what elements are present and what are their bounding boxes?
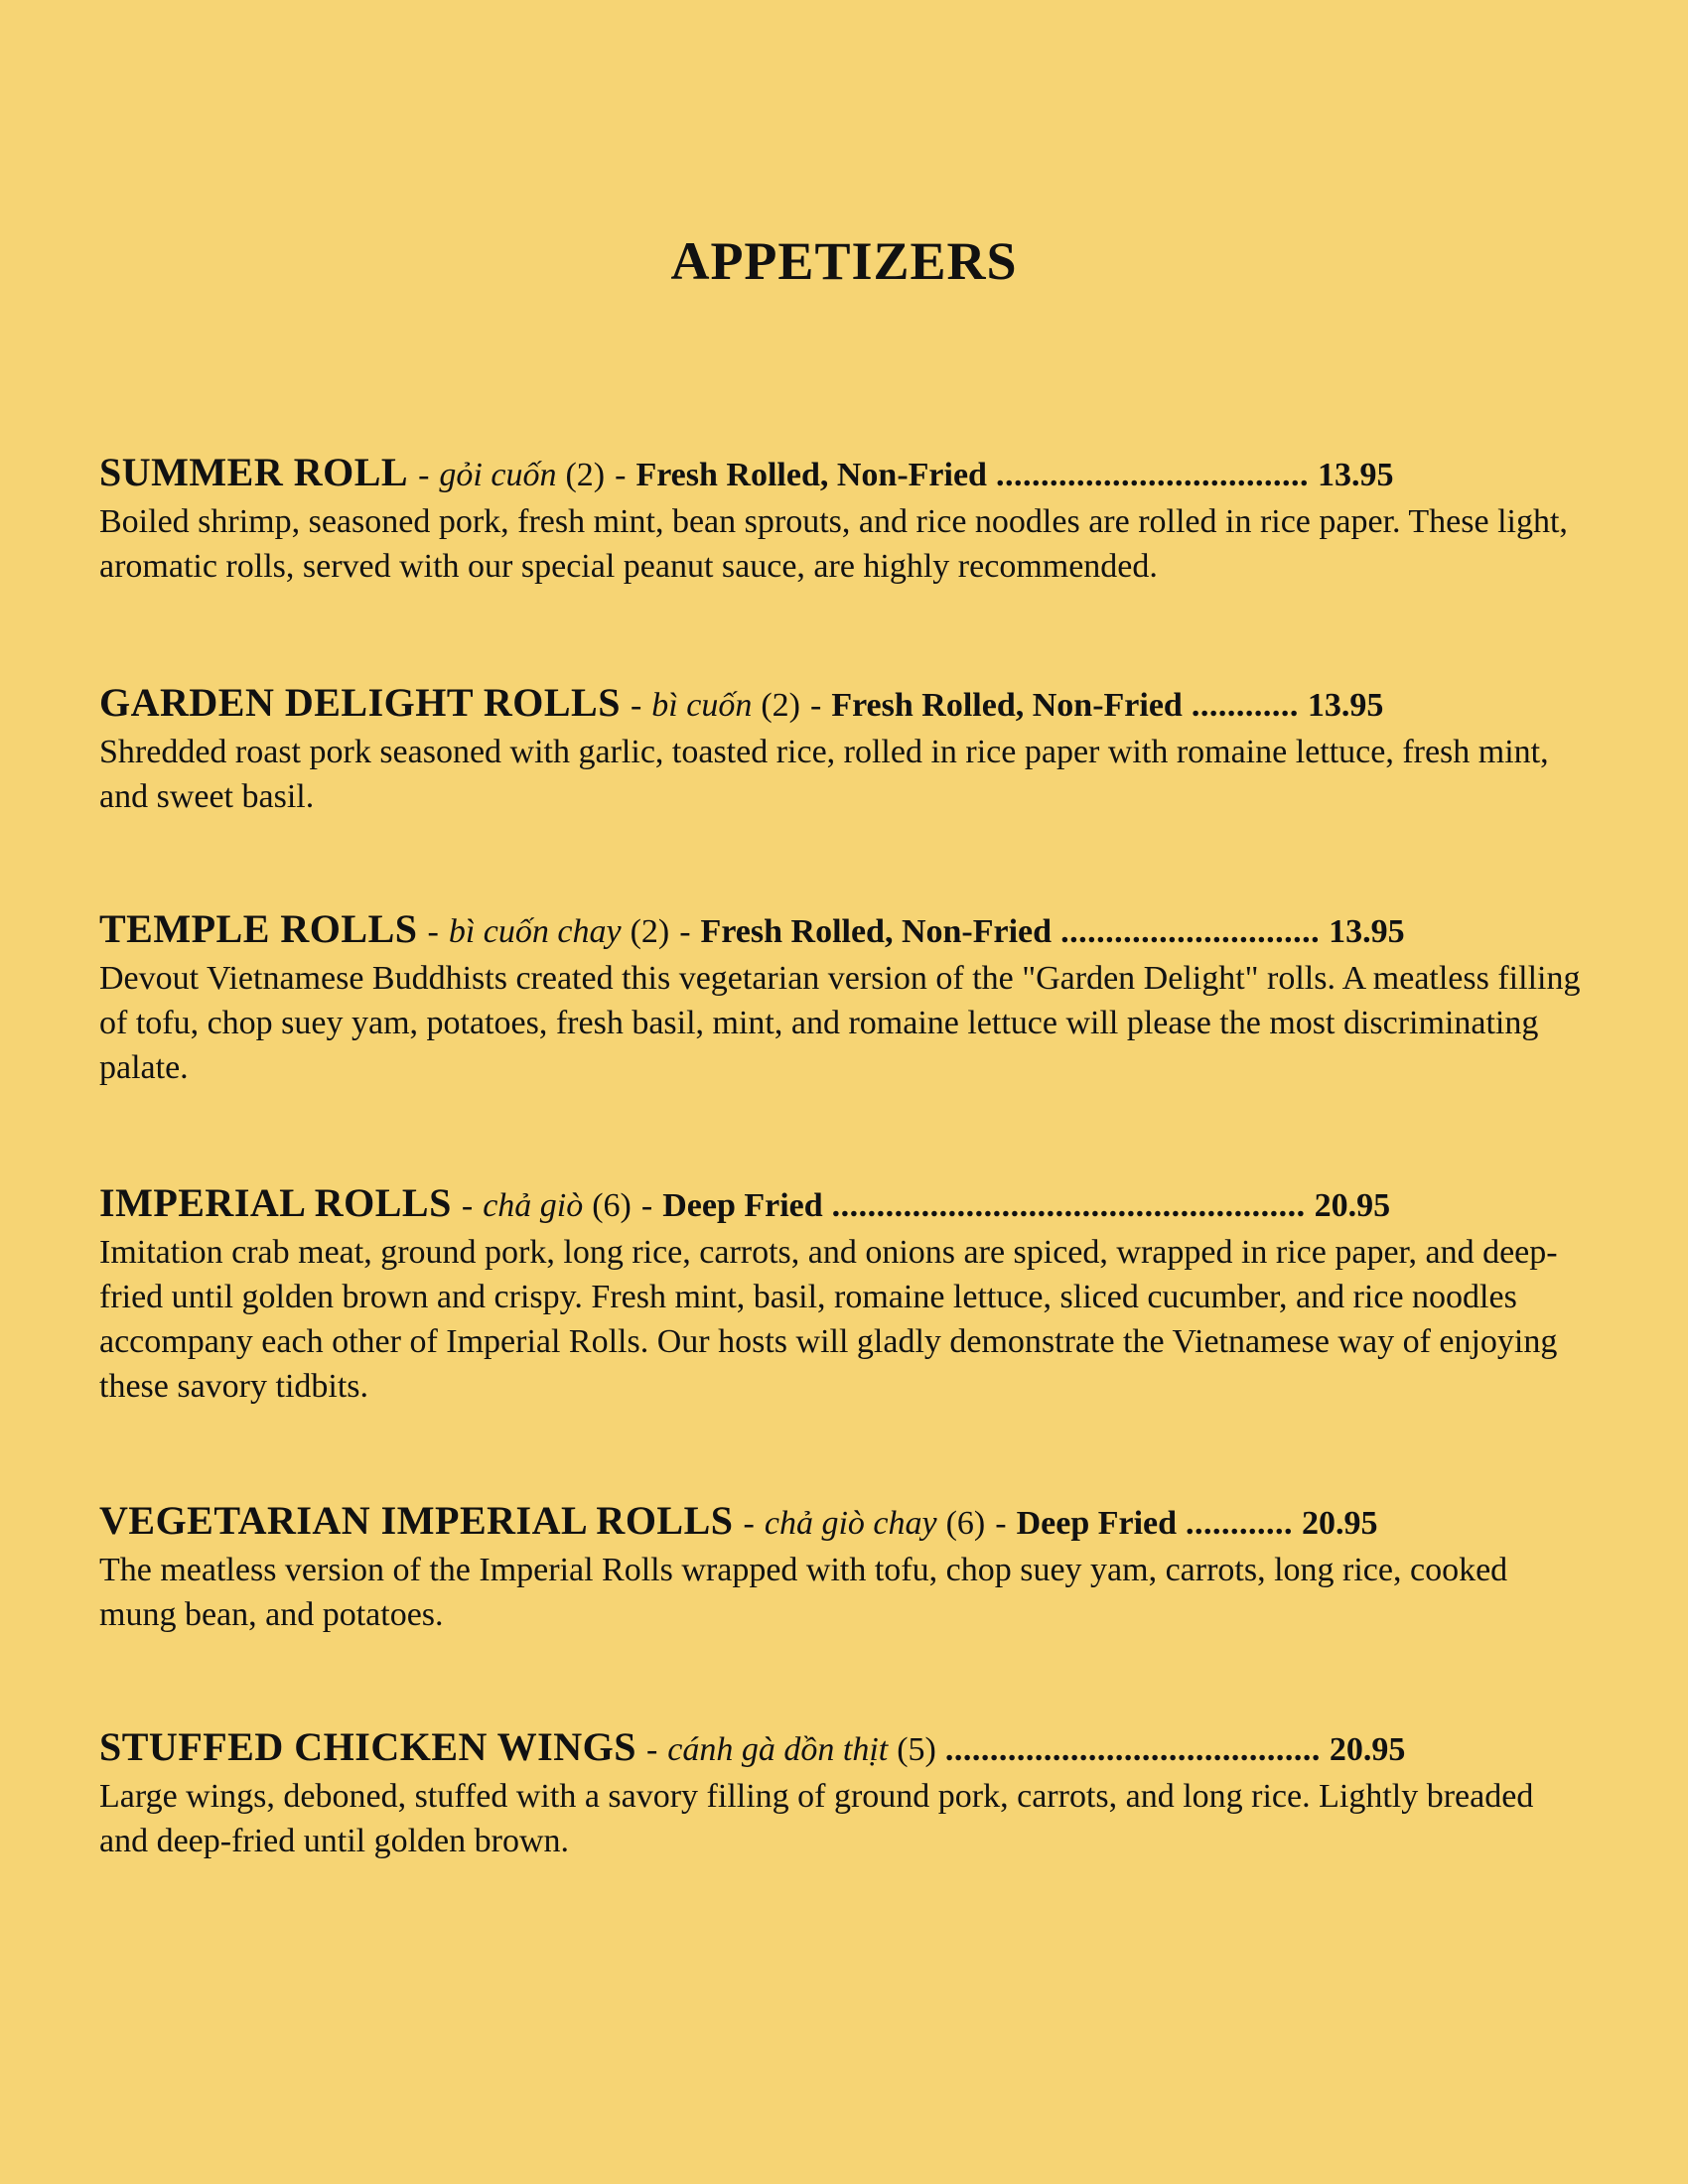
item-count: (2) [630,913,670,950]
item-price: 13.95 [1329,913,1405,950]
item-price: 13.95 [1307,687,1384,724]
item-preparation: Deep Fried [662,1187,823,1224]
item-description: Devout Vietnamese Buddhists created this vegetarian version of the "Garden Delight" rolls. A meatless filling of tofu, chop suey yam, potatoes, fresh basil, mint, and romaine lettuce will please the most discriminating palate. [99,960,1581,1086]
menu-item-imperial-rolls [99,1179,1589,1409]
item-vietnamese-name: cánh gà dồn thịt [667,1731,889,1768]
item-price: 13.95 [1317,457,1394,493]
item-name: STUFFED CHICKEN WINGS [99,1724,636,1769]
item-name: TEMPLE ROLLS [99,906,418,951]
item-vietnamese-name: gỏi cuốn [439,457,557,493]
item-description: Shredded roast pork seasoned with garlic, toasted rice, rolled in rice paper with romaine lettuce, fresh mint, and sweet basil. [99,734,1549,815]
item-name: VEGETARIAN IMPERIAL ROLLS [99,1498,734,1543]
item-count: (6) [945,1505,986,1542]
item-price: 20.95 [1329,1731,1406,1768]
item-name: IMPERIAL ROLLS [99,1180,452,1225]
item-leader-dots: ............................. [1060,913,1321,950]
item-leader-dots: .......................................... [944,1731,1321,1768]
item-preparation: Fresh Rolled, Non-Fried [635,457,987,493]
menu-item-header: SUMMER ROLL - gỏi cuốn (2) - Fresh Rolled, Non-Fried ................................... 13.95 [99,450,1394,494]
item-price: 20.95 [1302,1505,1378,1542]
menu-item-vegetarian-imperial-rolls [99,1497,1589,1637]
item-name: SUMMER ROLL [99,450,409,494]
item-description: The meatless version of the Imperial Rolls wrapped with tofu, chop suey yam, carrots, long rice, cooked mung bean, and potatoes. [99,1552,1508,1633]
item-preparation: Deep Fried [1016,1505,1178,1542]
item-vietnamese-name: bì cuốn chay [448,913,622,950]
item-count: (5) [897,1731,936,1768]
item-vietnamese-name: chả giò [483,1187,584,1224]
item-leader-dots: ............ [1191,687,1299,724]
item-description: Large wings, deboned, stuffed with a savory filling of ground pork, carrots, and long rice. Lightly breaded and deep-fried until golden brown. [99,1778,1534,1859]
item-price: 20.95 [1314,1187,1391,1224]
item-count: (2) [565,457,606,493]
item-preparation: Fresh Rolled, Non-Fried [831,687,1183,724]
item-description: Boiled shrimp, seasoned pork, fresh mint, bean sprouts, and rice noodles are rolled in rice paper. These light, aromatic rolls, served with our special peanut sauce, are highly recommended. [99,503,1568,585]
item-count: (6) [592,1187,632,1224]
menu-item-temple-rolls [99,905,1589,1090]
menu-item-summer-roll [99,449,1589,589]
menu-item-header: VEGETARIAN IMPERIAL ROLLS - chả giò chay (6) - Deep Fried ............ 20.95 [99,1498,1378,1543]
item-leader-dots: ..................................................... [831,1187,1306,1224]
menu-item-stuffed-chicken-wings [99,1723,1589,1863]
item-leader-dots: ................................... [995,457,1309,493]
item-leader-dots: ............ [1186,1505,1294,1542]
item-description: Imitation crab meat, ground pork, long rice, carrots, and onions are spiced, wrapped in rice paper, and deep-fried until golden brown and crispy. Fresh mint, basil, romaine lettuce, sliced cucumber, and rice noodles accompany each other of Imperial Rolls. Our hosts will gladly demonstrate the Vietnamese way of enjoying these savory tidbits. [99,1234,1558,1405]
menu-item-garden-delight-rolls [99,679,1589,819]
menu-item-header: IMPERIAL ROLLS - chả giò (6) - Deep Fried ..................................................... 20.95 [99,1180,1391,1225]
item-vietnamese-name: bì cuốn [651,687,753,724]
item-name: GARDEN DELIGHT ROLLS [99,680,621,725]
item-vietnamese-name: chả giò chay [764,1505,937,1542]
menu-item-header: GARDEN DELIGHT ROLLS - bì cuốn (2) - Fresh Rolled, Non-Fried ............ 13.95 [99,680,1384,725]
page-title: APPETIZERS [670,231,1018,291]
menu-item-header: STUFFED CHICKEN WINGS - cánh gà dồn thịt (5) .......................................... 20.95 [99,1724,1406,1769]
item-preparation: Fresh Rolled, Non-Fried [700,913,1053,950]
item-count: (2) [761,687,800,724]
menu-item-header: TEMPLE ROLLS - bì cuốn chay (2) - Fresh Rolled, Non-Fried ............................. 13.95 [99,906,1405,951]
